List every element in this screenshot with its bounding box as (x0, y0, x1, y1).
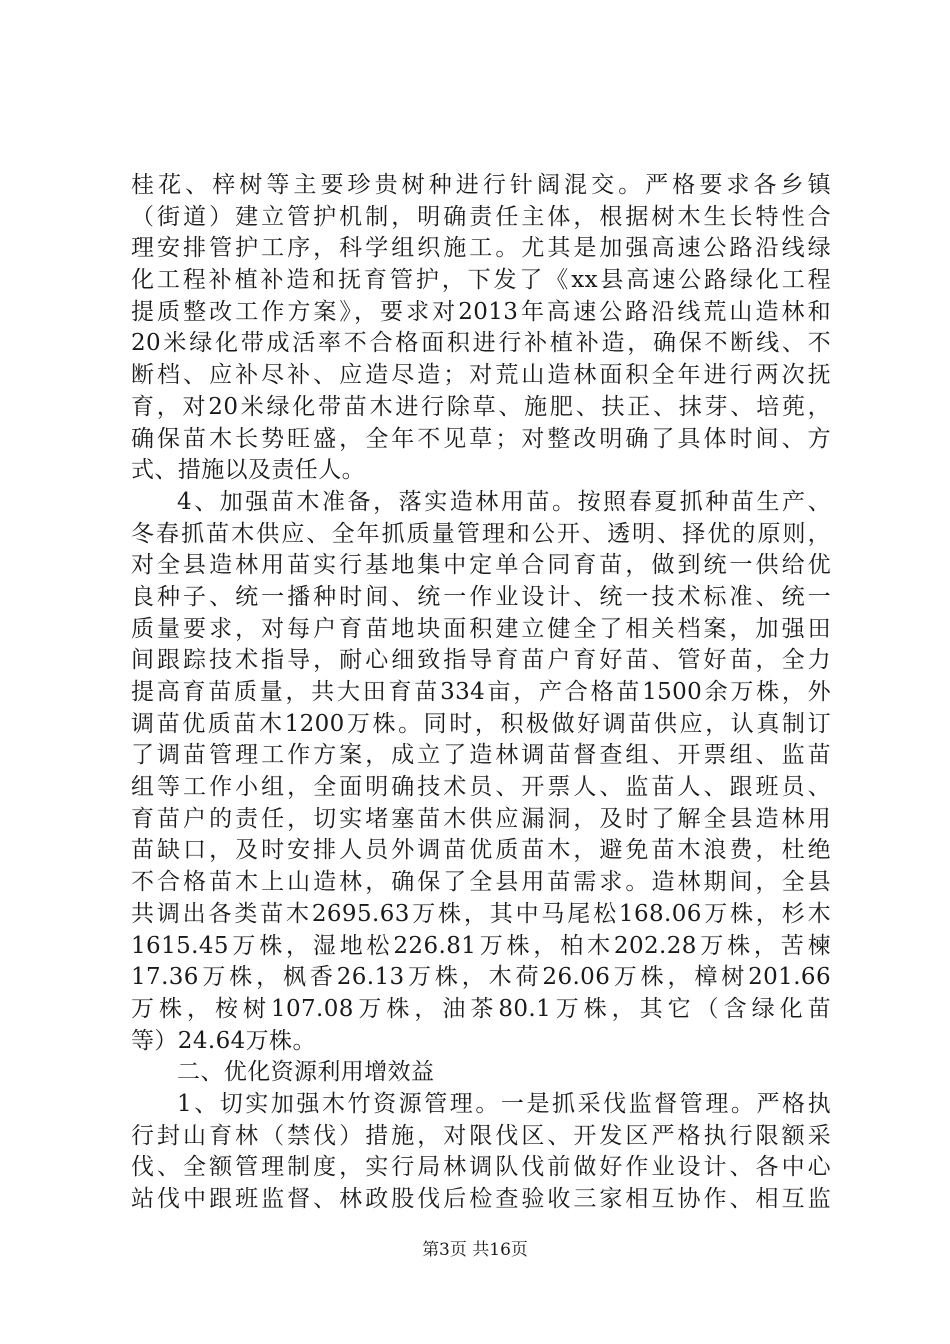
text-line: 17.36万株，枫香26.13万株，木荷26.06万株，樟树201.66 (131, 964, 831, 991)
document-body (131, 170, 831, 1216)
text-line: 万株，桉树107.08万株，油茶80.1万株，其它（含绿化苗 (131, 995, 831, 1022)
page-footer: 第3页 共16页 (422, 1240, 528, 1260)
text-line: 确保苗木长势旺盛，全年不见草；对整改明确了具体时间、方 (131, 425, 831, 452)
text-line: 行封山育林（禁伐）措施，对限伐区、开发区严格执行限额采 (131, 1122, 831, 1149)
text-line: 对全县造林用苗实行基地集中定单合同育苗，做到统一供给优 (131, 552, 831, 579)
text-line: 等）24.64万株。 (131, 1027, 316, 1054)
text-line: 提高育苗质量，共大田育苗334亩，产合格苗1500余万株，外 (131, 679, 831, 705)
text-line: 4、加强苗木准备，落实造林用苗。按照春夏抓种苗生产、 (177, 488, 831, 515)
text-line: 20米绿化带成活率不合格面积进行补植补造，确保不断线、不 (131, 330, 831, 357)
text-line: 断档、应补尽补、应造尽造；对荒山造林面积全年进行两次抚 (131, 362, 831, 389)
text-line: 二、优化资源利用增效益 (177, 1059, 435, 1086)
text-line: 理安排管护工序，科学组织施工。尤其是加强高速公路沿线绿 (131, 235, 831, 262)
text-line: 质量要求，对每户育苗地块面积建立健全了相关档案，加强田 (131, 615, 831, 642)
text-line: 站伐中跟班监督、林政股伐后检查验收三家相互协作、相互监 (131, 1186, 831, 1212)
text-line: 了调苗管理工作方案，成立了造林调苗督查组、开票组、监苗 (131, 742, 831, 769)
text-line: 良种子、统一播种时间、统一作业设计、统一技术标准、统一 (131, 583, 831, 610)
text-line: 育，对20米绿化带苗木进行除草、施肥、扶正、抹芽、培蔸， (131, 393, 831, 420)
text-line: 桂花、梓树等主要珍贵树种进行针阔混交。严格要求各乡镇 (131, 172, 831, 198)
text-line: 共调出各类苗木2695.63万株，其中马尾松168.06万株，杉木 (131, 900, 831, 927)
text-line: 提质整改工作方案》，要求对2013年高速公路沿线荒山造林和 (131, 298, 831, 325)
text-line: 化工程补植补造和抚育管护，下发了《xx县高速公路绿化工程 (131, 267, 831, 294)
text-line: 调苗优质苗木1200万株。同时，积极做好调苗供应，认真制订 (131, 710, 831, 737)
text-line: 1615.45万株，湿地松226.81万株，柏木202.28万株，苦楝 (131, 932, 831, 959)
text-line: 组等工作小组，全面明确技术员、开票人、监苗人、跟班员、 (131, 774, 831, 801)
text-line: 1、切实加强木竹资源管理。一是抓采伐监督管理。严格执 (177, 1090, 831, 1117)
text-line: 育苗户的责任，切实堵塞苗木供应漏洞，及时了解全县造林用 (131, 805, 831, 832)
text-line: 不合格苗木上山造林，确保了全县用苗需求。造林期间，全县 (131, 869, 831, 896)
text-line: 间跟踪技术指导，耐心细致指导育苗户育好苗、管好苗，全力 (131, 647, 831, 674)
text-line: 式、措施以及责任人。 (131, 457, 365, 484)
text-line: 苗缺口，及时安排人员外调苗优质苗木，避免苗木浪费，杜绝 (131, 837, 831, 864)
text-line: 冬春抓苗木供应、全年抓质量管理和公开、透明、择优的原则， (131, 520, 831, 547)
text-line: 伐、全额管理制度，实行局林调队伐前做好作业设计、各中心 (131, 1154, 831, 1181)
text-line: （街道）建立管护机制，明确责任主体，根据树木生长特性合 (131, 203, 831, 230)
